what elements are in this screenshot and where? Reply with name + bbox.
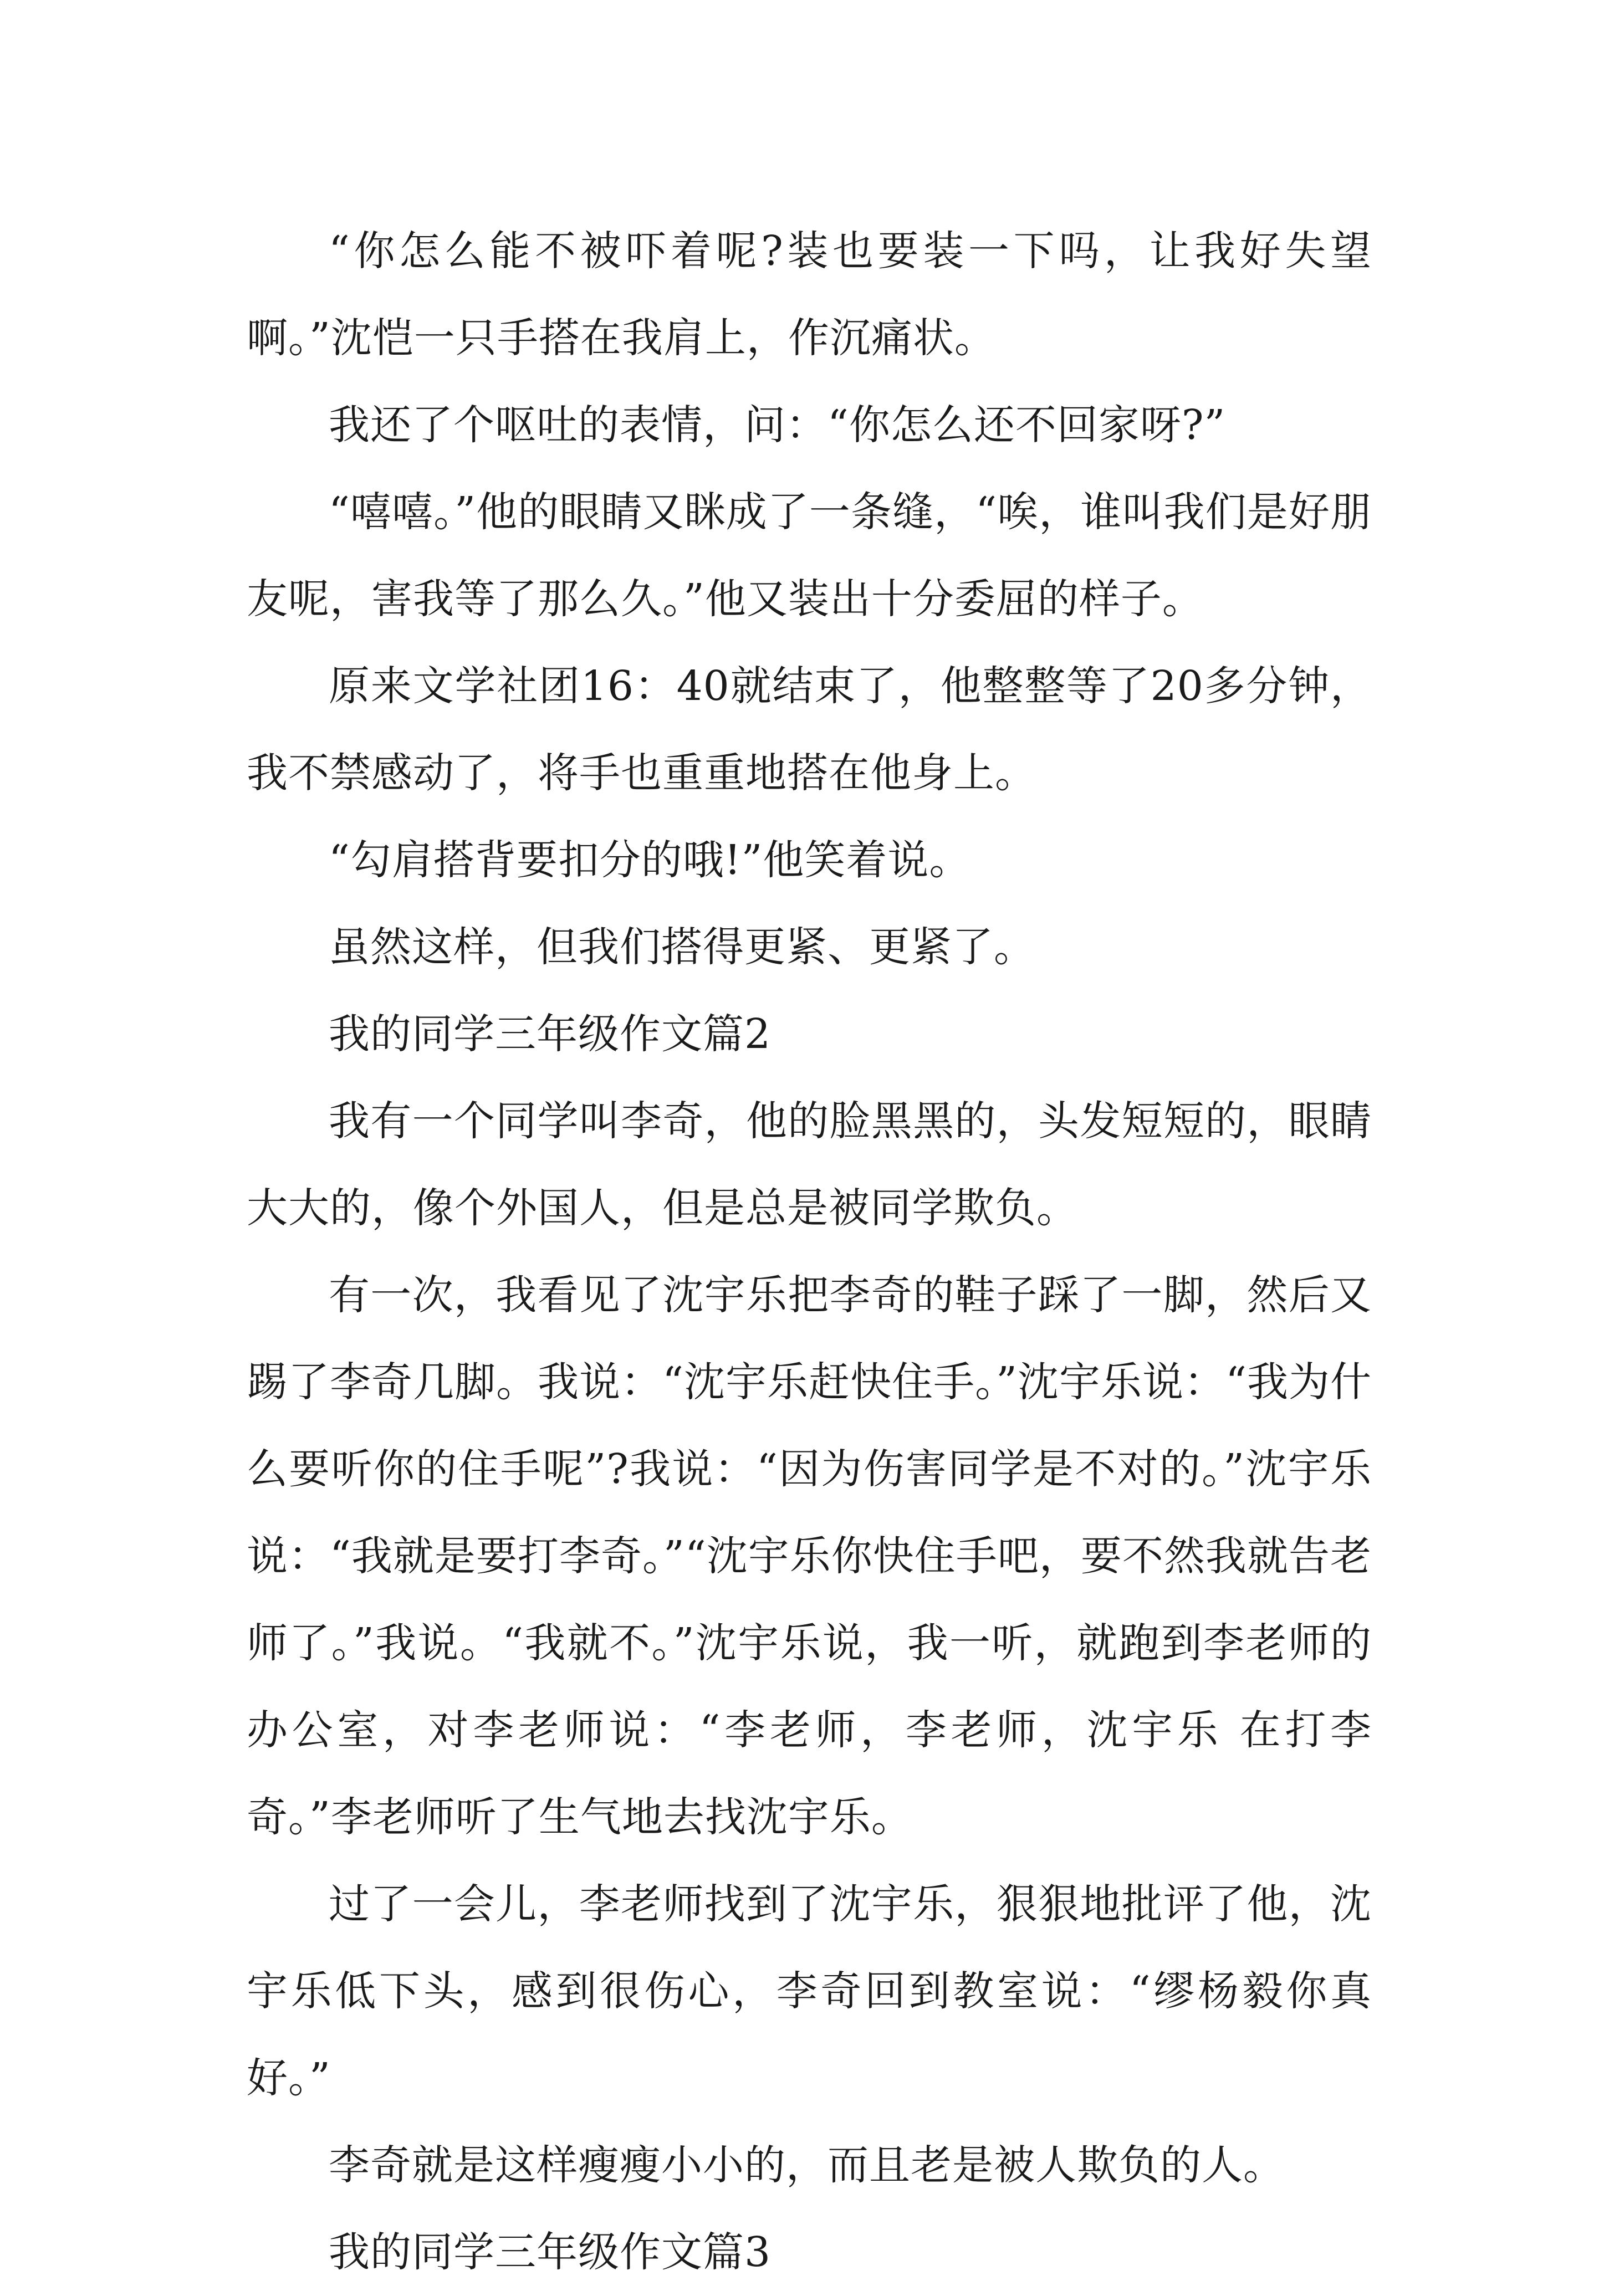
paragraph: 我还了个呕吐的表情，问：“你怎么还不回家呀?”	[329, 401, 1226, 449]
paragraph: “嘻嘻。”他的眼睛又眯成了一条缝，“唉，谁叫我们是好朋友呢，害我等了那么久。”他又装出十分委屈的样子。	[247, 488, 1372, 623]
essay-body	[247, 208, 1372, 2296]
paragraph: “你怎么能不被吓着呢?装也要装一下吗，让我好失望啊。”沈恺一只手搭在我肩上，作沉痛状。	[247, 227, 1372, 362]
paragraph: “勾肩搭背要扣分的哦!”他笑着说。	[329, 836, 971, 884]
paragraph: 虽然这样，但我们搭得更紧、更紧了。	[329, 923, 1035, 971]
paragraph: 过了一会儿，李老师找到了沈宇乐，狠狠地批评了他，沈宇乐低下头，感到很伤心，李奇回到教室说：“缪杨毅你真好。”	[247, 1880, 1372, 2102]
paragraph: 李奇就是这样瘦瘦小小的，而且老是被人欺负的人。	[329, 2141, 1285, 2189]
paragraph: 原来文学社团16：40就结束了，他整整等了20多分钟，我不禁感动了，将手也重重地搭在他身上。	[247, 662, 1372, 797]
section-heading: 我的同学三年级作文篇3	[329, 2228, 772, 2276]
section-heading: 我的同学三年级作文篇2	[329, 1010, 772, 1058]
paragraph: 有一次，我看见了沈宇乐把李奇的鞋子踩了一脚，然后又踢了李奇几脚。我说：“沈宇乐赶快住手。”沈宇乐说：“我为什么要听你的住手呢”?我说：“因为伤害同学是不对的。”沈宇乐说：“我就是要打李奇。”“沈宇乐你快住手吧，要不然我就告老师了。”我说。“我就不。”沈宇乐说，我一听，就跑到李老师的办公室，对李老师说：“李老师，李老师，沈宇乐 在打李奇。”李老师听了生气地去找沈宇乐。	[247, 1271, 1372, 1841]
paragraph: 我有一个同学叫李奇，他的脸黑黑的，头发短短的，眼睛大大的，像个外国人，但是总是被同学欺负。	[247, 1097, 1372, 1232]
